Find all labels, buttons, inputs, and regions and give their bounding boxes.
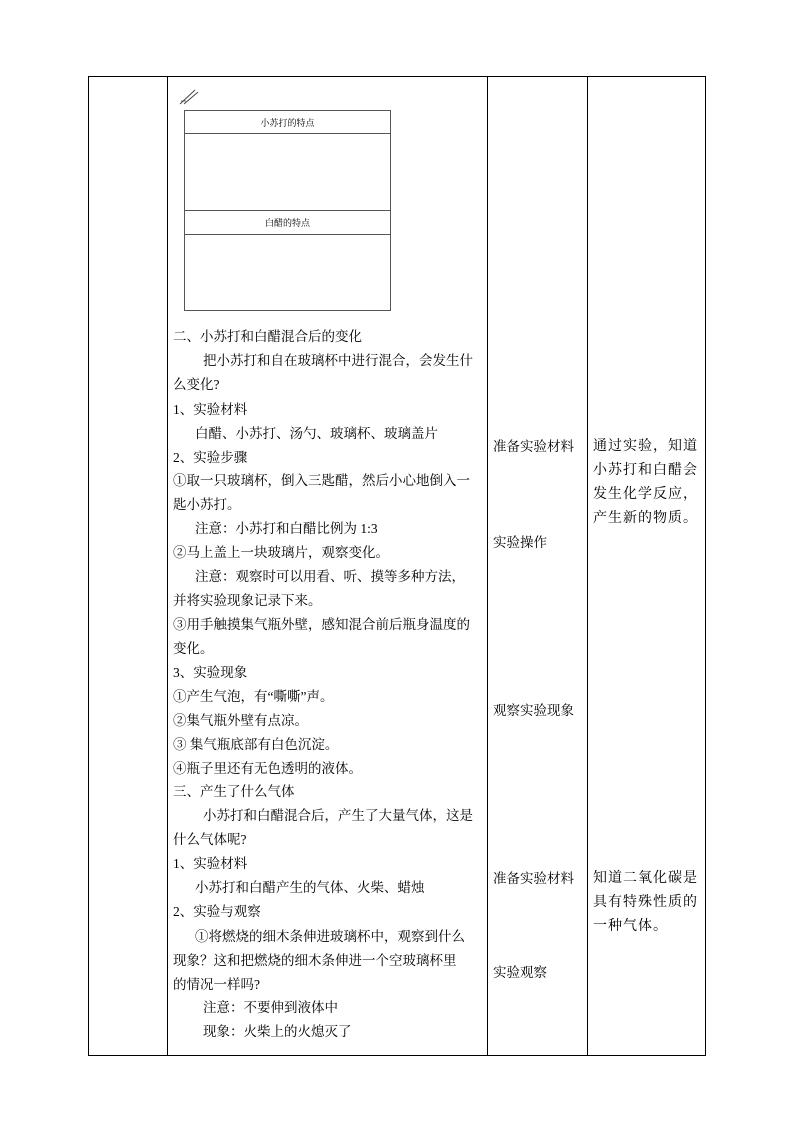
subheading-phenomena: 3、实验现象 — [173, 665, 248, 680]
observation-record-table — [184, 110, 391, 311]
step-3-text: 变化。 — [173, 641, 214, 656]
table-header-vinegar: 白醋的特点 — [264, 218, 310, 228]
subheading-materials: 1、实验材料 — [173, 856, 248, 871]
step-3-text: ③用手触摸集气瓶外壁，感知混合前后瓶身温度的 — [173, 617, 470, 632]
table-header-baking-soda: 小苏打的特点 — [260, 118, 315, 128]
pen-icon — [178, 88, 200, 106]
objective-text: 发生化学反应， — [593, 487, 698, 502]
table-divider — [185, 210, 390, 211]
activity-label: 观察实验现象 — [493, 703, 574, 718]
subheading-observation: 2、实验与观察 — [173, 904, 261, 919]
note-text: 注意：不要伸到液体中 — [203, 1000, 338, 1015]
section-heading-mixing: 二、小苏打和白醋混合后的变化 — [173, 329, 362, 344]
phenomenon-2: ②集气瓶外壁有点凉。 — [173, 713, 308, 728]
column-divider — [167, 76, 168, 1056]
activity-label: 准备实验材料 — [493, 871, 574, 886]
materials-list: 小苏打和白醋产生的气体、火柴、蜡烛 — [195, 880, 425, 895]
subheading-materials: 1、实验材料 — [173, 402, 248, 417]
step-1-text: 匙小苏打。 — [173, 497, 241, 512]
paragraph-text: 小苏打和白醋混合后，产生了大量气体，这是 — [203, 808, 473, 823]
observation-text: 现象？这和把燃烧的细木条伸进一个空玻璃杯里 — [173, 953, 457, 968]
note-text: 并将实验现象记录下来。 — [173, 593, 322, 608]
objective-text: 产生新的物质。 — [593, 511, 698, 526]
observation-text: 的情况一样吗? — [173, 977, 260, 992]
note-text: 注意：小苏打和白醋比例为 1:3 — [195, 521, 378, 536]
note-text: 注意：观察时可以用看、听、摸等多种方法， — [195, 569, 465, 584]
subheading-steps: 2、实验步骤 — [173, 450, 248, 465]
phenomenon-text: 现象：火柴上的火熄灭了 — [203, 1024, 352, 1039]
observation-text: ①将燃烧的细木条伸进玻璃杯中，观察到什么 — [195, 929, 465, 944]
paragraph-text: 什么气体呢? — [173, 832, 247, 847]
phenomenon-3: ③ 集气瓶底部有白色沉淀。 — [173, 737, 339, 752]
objective-text: 具有特殊性质的 — [593, 895, 698, 910]
activity-label: 实验观察 — [493, 965, 547, 980]
objective-text: 小苏打和白醋会 — [593, 463, 698, 478]
column-divider — [487, 76, 488, 1056]
step-2-text: ②马上盖上一块玻璃片，观察变化。 — [173, 545, 389, 560]
phenomenon-4: ④瓶子里还有无色透明的液体。 — [173, 761, 362, 776]
paragraph-text: 把小苏打和自在玻璃杯中进行混合，会发生什 — [203, 353, 473, 368]
step-1-text: ①取一只玻璃杯，倒入三匙醋，然后小心地倒入一 — [173, 473, 470, 488]
table-body-vinegar — [185, 235, 390, 310]
objective-text: 通过实验，知道 — [593, 439, 698, 454]
activity-label: 实验操作 — [493, 535, 547, 550]
objective-text: 知道二氧化碳是 — [593, 871, 698, 886]
phenomenon-1: ①产生气泡，有“嘶嘶”声。 — [173, 689, 334, 704]
table-body-baking-soda — [185, 134, 390, 210]
paragraph-text: 么变化? — [173, 377, 220, 392]
materials-list: 白醋、小苏打、汤勺、玻璃杯、玻璃盖片 — [195, 426, 438, 441]
activity-label: 准备实验材料 — [493, 439, 574, 454]
column-divider — [587, 76, 588, 1056]
section-heading-gas: 三、产生了什么气体 — [173, 784, 295, 799]
objective-text: 一种气体。 — [593, 919, 668, 934]
